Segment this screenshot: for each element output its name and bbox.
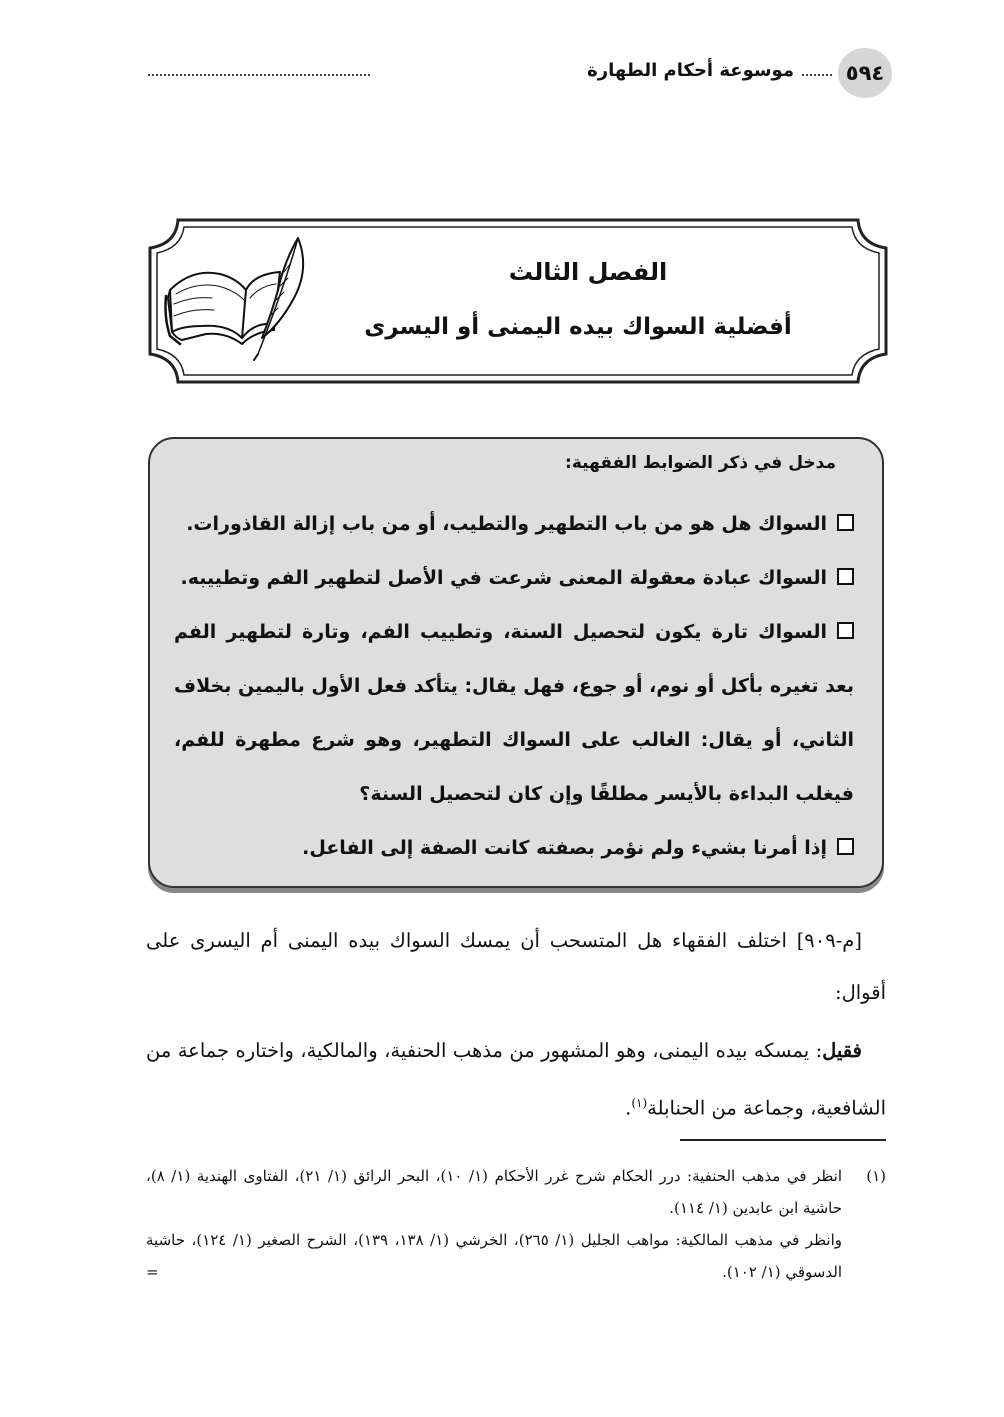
list-item — [174, 605, 854, 821]
checkbox-square-icon — [837, 838, 854, 855]
list-item — [174, 497, 854, 551]
list-item-text: السواك هل هو من باب التطهير والتطيب، أو من باب إزالة القاذورات. — [186, 513, 827, 535]
chapter-title: أفضلية السواك بيده اليمنى أو اليسرى — [364, 314, 792, 340]
book-title: موسوعة أحكام الطهارة — [587, 60, 794, 81]
list-item — [174, 551, 854, 605]
paragraph-first-opinion — [146, 1025, 886, 1135]
checkbox-square-icon — [837, 622, 854, 639]
main-text — [146, 915, 886, 1141]
footnote-ref[interactable]: (١) — [631, 1096, 648, 1110]
list-item — [174, 821, 854, 875]
footnote-number: (١) — [866, 1167, 886, 1185]
checkbox-square-icon — [837, 514, 854, 531]
footnote-hanafi: انظر في مذهب الحنفية: درر الحكام شرح غرر الأحكام (١/ ١٠)، البحر الرائق (١/ ٢١)، الفتاوى الهندية (١/ ٨)، حاشية ابن عابدين (١/ ١١٤). — [146, 1167, 842, 1217]
intro-heading: مدخل في ذكر الضوابط الفقهية: — [565, 453, 836, 473]
paragraph-intro: [م-٩٠٩] اختلف الفقهاء هل المتسحب أن يمسك السواك بيده اليمنى أم اليسرى على أقوال: — [146, 929, 886, 1004]
header-dotted-rule-right — [802, 74, 832, 76]
checkbox-square-icon — [837, 568, 854, 585]
chapter-label: الفصل الثالث — [508, 258, 668, 286]
book-and-quill-icon — [162, 228, 312, 362]
chapter-title-frame — [148, 218, 888, 384]
list-item-text: السواك عبادة معقولة المعنى شرعت في الأصل لتطهير الفم وتطييبه. — [180, 567, 827, 589]
footnote-continuation-mark: = — [146, 1263, 159, 1281]
footnote-maliki: وانظر في مذهب المالكية: مواهب الجليل (١/ ٢٦٥)، الخرشي (١/ ١٣٨، ١٣٩)، الشرح الصغير (١/ ١٢٤)، حاشية الدسوقي (١/ ١٠٢). — [146, 1231, 842, 1281]
footnotes — [146, 1160, 886, 1288]
page-header — [140, 48, 892, 100]
page-number: ٥٩٤ — [838, 48, 892, 98]
opinion-lead-word: فقيل — [822, 1039, 862, 1062]
footnote-separator — [680, 1139, 886, 1141]
list-item-text: إذا أمرنا بشيء ولم نؤمر بصفته كانت الصفة إلى الفاعل. — [302, 837, 827, 859]
opinion-text: : يمسكه بيده اليمنى، وهو المشهور من مذهب الحنفية، والمالكية، واختاره جماعة من الشافعية، وجماعة من الحنابلة — [146, 1039, 886, 1120]
fiqh-principles-box — [148, 437, 884, 888]
header-dotted-rule-left — [148, 74, 370, 76]
principles-list — [174, 497, 854, 875]
list-item-text: السواك تارة يكون لتحصيل السنة، وتطييب الفم، وتارة لتطهير الفم بعد تغيره بأكل أو نوم، أو جوع، فهل يقال: يتأكد فعل الأول باليمين بخلاف الثاني، أو يقال: الغالب على السواك التطهير، وهو شرع مطهرة للفم، فيغلب البداءة بالأيسر مطلقًا وإن كان لتحصيل السنة؟ — [174, 621, 854, 805]
sentence-end: . — [625, 1096, 632, 1120]
